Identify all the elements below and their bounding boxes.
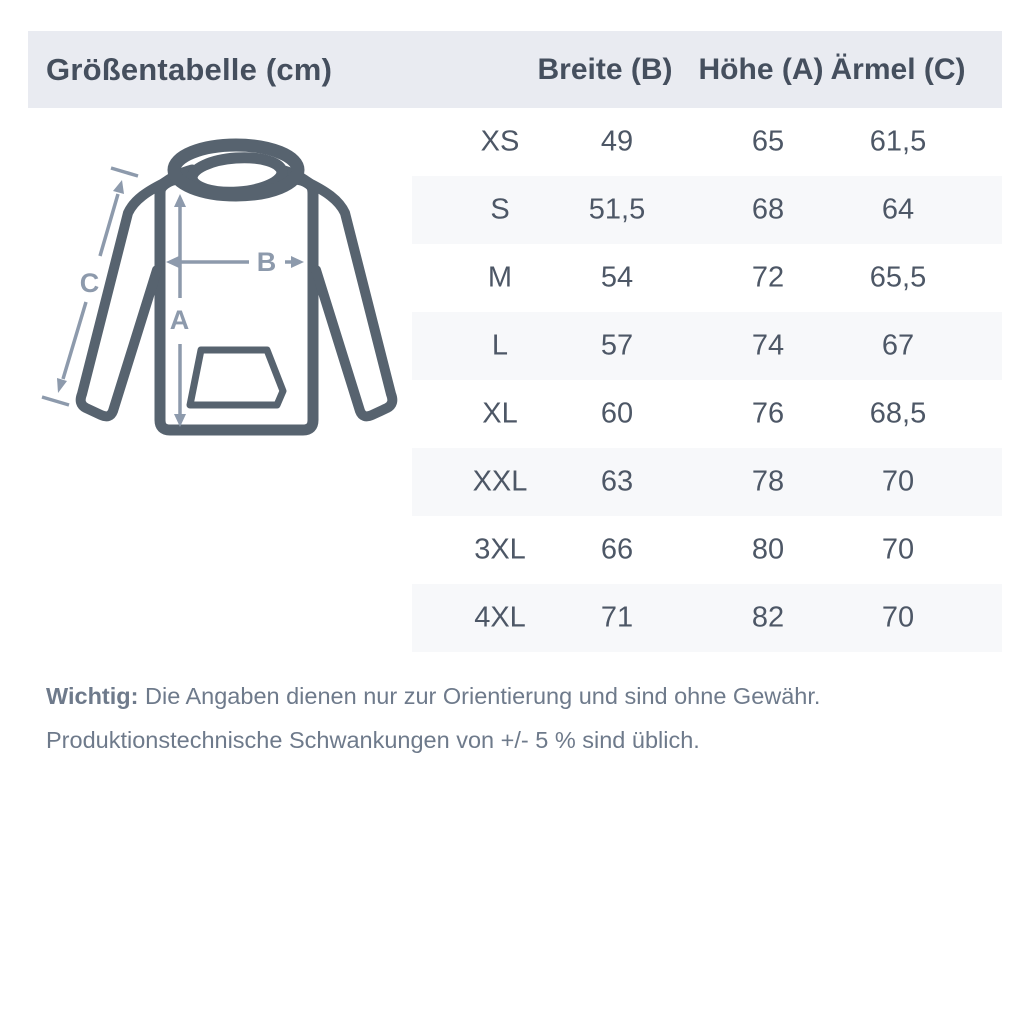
hoodie-diagram	[40, 130, 400, 460]
column-header-breite: Breite (B)	[537, 52, 673, 86]
table-row	[412, 380, 1002, 448]
table-row	[412, 448, 1002, 516]
arrow-c-head-up	[113, 180, 124, 194]
disclaimer-line-2: Produktionstechnische Schwankungen von +/- 5 % sind üblich.	[46, 727, 700, 753]
cell-hoehe: 80	[751, 533, 785, 566]
cell-hoehe: 68	[751, 193, 785, 226]
cell-size: XL	[482, 397, 518, 430]
disclaimer-note	[46, 674, 996, 762]
cell-aermel: 61,5	[869, 125, 927, 158]
cell-aermel: 68,5	[869, 397, 927, 430]
cell-aermel: 64	[881, 193, 915, 226]
cell-breite: 54	[600, 261, 634, 294]
label-b: B	[256, 247, 278, 277]
column-header-hoehe: Höhe (A)	[698, 52, 824, 86]
cell-hoehe: 76	[751, 397, 785, 430]
label-c: C	[79, 268, 101, 298]
hoodie-pocket	[190, 350, 283, 405]
table-header-bar	[28, 31, 1002, 108]
cell-size: 3XL	[474, 533, 526, 566]
page-title: Größentabelle (cm)	[46, 51, 333, 87]
cell-aermel: 70	[881, 465, 915, 498]
table-row	[412, 108, 1002, 176]
cell-breite: 51,5	[588, 193, 646, 226]
table-row	[412, 244, 1002, 312]
cell-size: M	[487, 261, 513, 294]
cell-size: S	[490, 193, 510, 226]
disclaimer-label: Wichtig:	[46, 683, 139, 709]
cell-breite: 63	[600, 465, 634, 498]
cell-breite: 57	[600, 329, 634, 362]
column-header-aermel: Ärmel (C)	[830, 52, 966, 86]
arrow-b-head-left	[166, 256, 179, 268]
arrow-c-head-down	[57, 378, 67, 393]
cell-breite: 71	[600, 601, 634, 634]
cell-aermel: 70	[881, 601, 915, 634]
cell-hoehe: 78	[751, 465, 785, 498]
cell-size: 4XL	[474, 601, 526, 634]
label-a: A	[169, 305, 191, 335]
disclaimer-text-1: Die Angaben dienen nur zur Orientierung und sind ohne Gewähr.	[145, 683, 821, 709]
cell-hoehe: 65	[751, 125, 785, 158]
disclaimer-line-1	[46, 674, 996, 718]
cell-size: XXL	[472, 465, 528, 498]
table-row	[412, 516, 1002, 584]
size-table	[412, 108, 1002, 652]
cell-size: XS	[480, 125, 520, 158]
cell-aermel: 67	[881, 329, 915, 362]
table-row	[412, 584, 1002, 652]
cell-aermel: 70	[881, 533, 915, 566]
cell-breite: 60	[600, 397, 634, 430]
arrow-b-head-right	[291, 256, 304, 268]
cell-breite: 66	[600, 533, 634, 566]
cell-aermel: 65,5	[869, 261, 927, 294]
arrow-a-head-up	[174, 194, 186, 207]
table-row	[412, 312, 1002, 380]
cell-hoehe: 72	[751, 261, 785, 294]
cell-hoehe: 82	[751, 601, 785, 634]
table-row	[412, 176, 1002, 244]
cell-size: L	[491, 329, 509, 362]
cell-breite: 49	[600, 125, 634, 158]
cell-hoehe: 74	[751, 329, 785, 362]
